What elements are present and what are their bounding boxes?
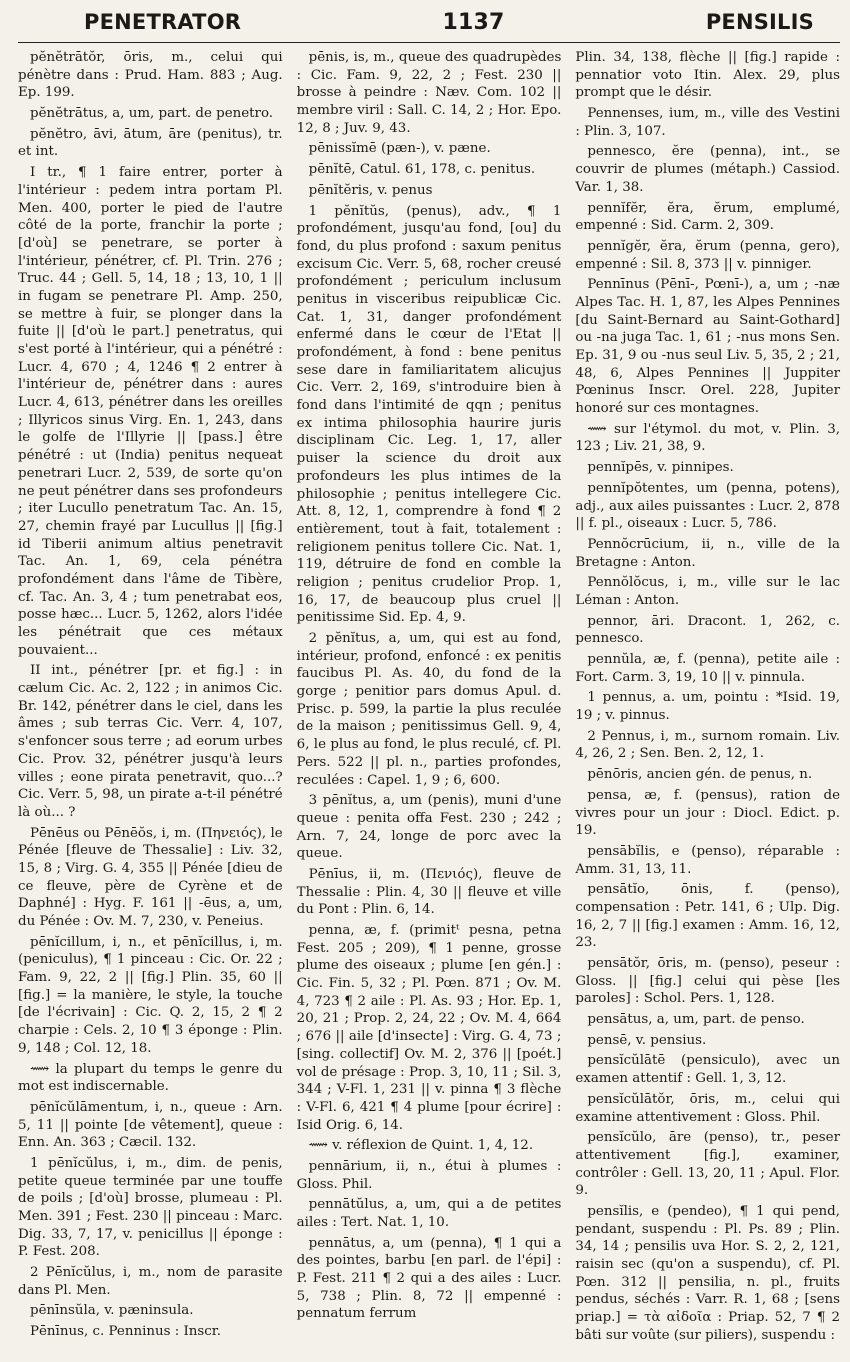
dictionary-entry: 1 pennus, a. um, pointu : *Isid. 19, 19 ; v. pinnus. (575, 690, 841, 724)
dictionary-entry: pensĭcŭlo, āre (penso), tr., peser attentivement [fig.], examiner, contrôler : Gell. 13, 20, 11 ; Apul. Flor. 9. (575, 1130, 841, 1199)
dictionary-entry: pennor, āri. Dracont. 1, 262, c. pennesco. (575, 613, 841, 647)
dictionary-entry: pensātŏr, ōris, m. (penso), peseur : Gloss. || [fig.] celui qui pèse [les paroles] : Schol. Pers. 1, 128. (575, 956, 841, 1007)
dictionary-entry: pennĭfĕr, ĕra, ĕrum, emplumé, empenné : Sid. Carm. 2, 309. (575, 200, 841, 234)
dictionary-entry: pēnis, is, m., queue des quadrupèdes : Cic. Fam. 9, 22, 2 ; Fest. 230 || brosse à peindre : Næv. Com. 102 || membre viril : Sall. C. 14, 2 ; Hor. Epo. 12, 8 ; Juv. 9, 43. (296, 50, 562, 136)
dictionary-entry: Pēnīus, ii, m. (Πενιός), fleuve de Thessalie : Plin. 4, 30 || fleuve et ville du Pont : Plin. 6, 14. (296, 866, 562, 918)
dictionary-entry: pēnĭtē, Catul. 61, 178, c. penitus. (308, 162, 536, 178)
dictionary-entry: ⟿ v. réflexion de Quint. 1, 4, 12. (308, 1138, 534, 1154)
dictionary-entry: Pēnēus ou Pēnēŏs, i, m. (Πηνειός), le Pénée [fleuve de Thessalie] : Liv. 32, 15, 8 ; Virg. G. 4, 355 || Pénée [dieu de ce fleuve, père de Cyrène et de Daphné] : Hyg. F. 161 || -ēus, a, um, du Pénée : Ov. M. 7, 230, v. Peneius. (18, 825, 283, 929)
dictionary-entry: pensĭcŭlātē (pensiculo), avec un examen attentif : Gell. 1, 3, 12. (575, 1053, 841, 1087)
dictionary-entry: pennesco, ĕre (penna), int., se couvrir de plumes (métaph.) Cassiod. Var. 1, 38. (575, 144, 841, 195)
dictionary-entry: ⟿ sur l'étymol. du mot, v. Plin. 3, 123 ; Liv. 21, 38, 9. (575, 421, 841, 455)
column-right (575, 49, 840, 1347)
dictionary-entry: I tr., ¶ 1 faire entrer, porter à l'intérieur : pedem intra portam Pl. Men. 400, porter le pied de l'autre côté de la porte, franchir la porte ; [d'où] se penetrare, se porter à l'intérieur, pénétrer, cf. Pl. Trin. 276 ; Truc. 44 ; Gell. 5, 14, 18 ; 13, 10, 1 || in fugam se penetrare Pl. Amp. 250, se mettre à fuir, se plonger dans la fuite || [d'où le part.] penetratus, qui s'est porté à l'intérieur, qui a pénétré : Lucr. 4, 670 ; 4, 1246 ¶ 2 entrer à l'intérieur de, pénétrer dans : aures Lucr. 4, 613, pénétrer dans les oreilles ; Illyricos sinus Virg. En. 1, 243, dans le golfe de l'Illyrie || [pass.] être pénétré : ut (India) penitus nequeat penetrari Lucr. 2, 539, de sorte qu'on ne peut pénétrer dans ses profondeurs ; iter Lucullo penetratum Tac. An. 15, 27, chemin frayé par Lucullus || [fig.] id Tiberii animum altius penetravit Tac. An. 1, 69, cela pénétra profondément dans l'âme de Tibère, cf. Tac. An. 3, 4 ; tum penetrabat eos, posse hæc... Lucr. 5, 1262, alors l'idée les pénétrait que ces métaux pouvaient... (18, 165, 283, 658)
dictionary-entry: pĕnĕtrātŏr, ōris, m., celui qui pénètre dans : Prud. Ham. 883 ; Aug. Ep. 199. (18, 50, 283, 101)
page-number: 1137 (442, 10, 505, 35)
dictionary-entry: Pēnīnus, c. Penninus : Inscr. (30, 1324, 221, 1340)
dictionary-entry: Pennŏcrūcium, ii, n., ville de la Bretagne : Anton. (575, 536, 841, 570)
dictionary-entry: pensātĭo, ōnis, f. (penso), compensation : Petr. 141, 6 ; Ulp. Dig. 16, 2, 7 || [fig.] examen : Amm. 16, 12, 23. (575, 882, 841, 951)
dictionary-entry: pēnissĭmē (pæn-), v. pæne. (308, 141, 491, 157)
entry-columns (18, 49, 840, 1347)
dictionary-entry: pēnĭcŭlāmentum, i, n., queue : Arn. 5, 11 || pointe [de vêtement], queue : Enn. An. 363 ; Cæcil. 132. (18, 1099, 283, 1151)
dictionary-entry: pēnĭtĕris, v. penus (308, 182, 433, 198)
dictionary-entry: ⟿ la plupart du temps le genre du mot est indiscernable. (18, 1061, 283, 1095)
dictionary-entry: pensābĭlis, e (penso), réparable : Amm. 31, 13, 11. (575, 843, 841, 877)
dictionary-entry: Pennenses, ium, m., ville des Vestini : Plin. 3, 107. (575, 106, 841, 139)
dictionary-entry: pensĭlis, e (pendeo), ¶ 1 qui pend, pendant, suspendu : Pl. Ps. 89 ; Plin. 34, 14 ; pensilis uva Hor. S. 2, 2, 121, raisin sec (qu'on a suspendu), cf. Pl. Pœn. 312 || pensilia, n. pl., fruits pendus, séchés : Varr. R. 1, 68 ; [sens priap.] = τὰ αἰδοῖα : Priap. 52, 7 ¶ 2 bâti sur voûte (sur piliers), suspendu : (575, 1203, 841, 1343)
dictionary-entry: 1 pēnĭcŭlus, i, m., dim. de penis, petite queue terminée par une touffe de poils ; [d'où] brosse, plumeau : Pl. Men. 391 ; Fest. 230 || pinceau : Marc. Dig. 33, 7, 17, v. penicillus || éponge : P. Fest. 208. (18, 1155, 283, 1260)
dictionary-entry: 2 Pennus, i, m., surnom romain. Liv. 4, 26, 2 ; Sen. Ben. 2, 12, 1. (575, 728, 841, 762)
column-left (18, 49, 283, 1347)
dictionary-entry: 1 pĕnĭtŭs, (penus), adv., ¶ 1 profondément, jusqu'au fond, [ou] du fond, du plus profond : saxum penitus excisum Cic. Verr. 5, 68, rocher creusé profondément ; periculum inclusum penitus in visceribus reipublicæ Cic. Cat. 1, 31, danger profondément enfermé dans le cœur de l'Etat || profondément, à fond : bene penitus sese dare in familiaritatem alicujus Cic. Verr. 2, 169, s'introduire bien à fond dans l'intimité de qqn ; penitus ex intima philosophia haurire juris disciplinam Cic. Leg. 1, 17, aller puiser la science du droit aux profondeurs les plus intimes de la philosophie ; penitus intellegere Cic. Att. 8, 12, 1, comprendre à fond ¶ 2 entièrement, tout à fait, totalement : religionem penitus tollere Cic. Nat. 1, 119, détruire de fond en comble la religion ; penitus crudelior Prop. 1, 16, 17, de beaucoup plus cruel || penitissime Sid. Ep. 4, 9. (296, 203, 562, 626)
dictionary-entry: Plin. 34, 138, flèche || [fig.] rapide : pennatior voto Itin. Alex. 29, plus prompt que le désir. (575, 50, 841, 101)
dictionary-entry: pennĭgĕr, ĕra, ĕrum (penna, gero), empenné : Sil. 8, 373 || v. pinniger. (575, 238, 841, 272)
dictionary-entry: pēnīnsŭla, v. pæninsula. (30, 1303, 194, 1319)
dictionary-entry: 2 Pēnĭcŭlus, i, m., nom de parasite dans Pl. Men. (18, 1265, 283, 1298)
dictionary-entry: pensĭcŭlātŏr, ōris, m., celui qui examine attentivement : Gloss. Phil. (575, 1091, 841, 1125)
dictionary-entry: pensa, æ, f. (pensus), ration de vivres pour un jour : Diocl. Edict. p. 19. (575, 787, 841, 839)
dictionary-entry: pĕnĕtro, āvi, ātum, āre (penitus), tr. et int. (18, 126, 283, 160)
dictionary-entry: pennĭpŏtentes, um (penna, potens), adj., aux ailes puissantes : Lucr. 2, 878 || f. pl., oiseaux : Lucr. 5, 786. (575, 480, 841, 532)
dictionary-entry: 2 pĕnĭtus, a, um, qui est au fond, intérieur, profond, enfoncé : ex penitis faucibus Pl. As. 40, du fond de la gorge ; penitior pars domus Apul. d. Prisc. p. 599, la partie la plus reculée de la maison ; penitissimus Gell. 9, 4, 6, le plus au fond, le plus reculé, cf. Pl. Pers. 522 || pl. n., parties profondes, reculées : Capel. 1, 9 ; 6, 600. (296, 631, 562, 788)
dictionary-entry: pennātŭlus, a, um, qui a de petites ailes : Tert. Nat. 1, 10. (296, 1197, 562, 1230)
column-middle (297, 49, 562, 1347)
dictionary-entry: penna, æ, f. (primitᵗ pesna, petna Fest. 205 ; 209), ¶ 1 penne, grosse plume des oiseaux ; plume [en gén.] : Cic. Fin. 5, 32 ; Pl. Pœn. 871 ; Ov. M. 4, 723 ¶ 2 aile : Pl. As. 93 ; Hor. Ep. 1, 20, 21 ; Prop. 2, 24, 22 ; Ov. M. 4, 664 ; 676 || aile [d'insecte] : Virg. G. 4, 73 ; [sing. collectif] Ov. M. 2, 376 || [poét.] vol de présage : Prop. 3, 10, 11 ; Sil. 3, 344 ; V-Fl. 1, 231 || v. pinna ¶ 3 flèche : V-Fl. 6, 421 ¶ 4 plume [pour écrire] : Isid Orig. 6, 14. (296, 923, 562, 1133)
dictionary-entry: pĕnĕtrātus, a, um, part. de penetro. (30, 106, 274, 122)
header-last-entry: PENSILIS (705, 10, 814, 34)
page-header (18, 10, 840, 43)
dictionary-entry: pensē, v. pensius. (587, 1032, 707, 1048)
dictionary-entry: pennŭla, æ, f. (penna), petite aile : Fort. Carm. 3, 19, 10 || v. pinnula. (575, 652, 841, 685)
dictionary-entry: Pennŏlŏcus, i, m., ville sur le lac Léman : Anton. (575, 575, 841, 608)
dictionary-entry: pensātus, a, um, part. de penso. (587, 1012, 805, 1028)
dictionary-entry: pēnĭcillum, i, n., et pēnĭcillus, i, m. (peniculus), ¶ 1 pinceau : Cic. Or. 22 ; Fam. 9, 22, 2 || [fig.] Plin. 35, 60 || [fig.] = la manière, le style, la touche [de l'écrivain] : Cic. Q. 2, 15, 2 ¶ 2 charpie : Cels. 2, 10 ¶ 3 éponge : Plin. 9, 148 ; Col. 12, 18. (18, 934, 283, 1056)
dictionary-entry: pennātus, a, um (penna), ¶ 1 qui a des pointes, barbu [en parl. de l'épi] : P. Fest. 211 ¶ 2 qui a des ailes : Lucr. 5, 738 ; Plin. 8, 72 || empenné : pennatum ferrum (296, 1235, 562, 1322)
dictionary-entry: pennĭpēs, v. pinnipes. (587, 460, 734, 476)
dictionary-entry: pēnōris, ancien gén. de penus, n. (587, 767, 813, 783)
header-first-entry: PENETRATOR (84, 10, 242, 34)
dictionary-entry: 3 pēnĭtus, a, um (penis), muni d'une queue : penita offa Fest. 230 ; 242 ; Arn. 7, 24, longe de porc avec la queue. (296, 793, 562, 862)
dictionary-entry: pennārium, ii, n., étui à plumes : Gloss. Phil. (296, 1158, 562, 1192)
dictionary-entry: II int., pénétrer [pr. et fig.] : in cælum Cic. Ac. 2, 122 ; in animos Cic. Br. 142, pénétrer dans le ciel, dans les âmes ; sub terras Cic. Verr. 4, 107, s'enfoncer sous terre ; ad eorum urbes Cic. Prov. 32, pénétrer jusqu'à leurs villes ; eone pirata penetravit, quo...? Cic. Verr. 5, 98, un pirate a-t-il pénétré là où... ? (18, 663, 283, 820)
dictionary-entry: Pennīnus (Pēnī-, Pœnī-), a, um ; -næ Alpes Tac. H. 1, 87, les Alpes Pennines [du Saint-Bernard au Saint-Gothard] ou -na juga Tac. 1, 61 ; -nus mons Sen. Ep. 31, 9 ou -nus seul Liv. 5, 35, 2 ; 21, 48, 6, Alpes Pennines || Juppiter Pœninus Inscr. Orel. 228, Jupiter honoré sur ces montagnes. (575, 277, 841, 417)
